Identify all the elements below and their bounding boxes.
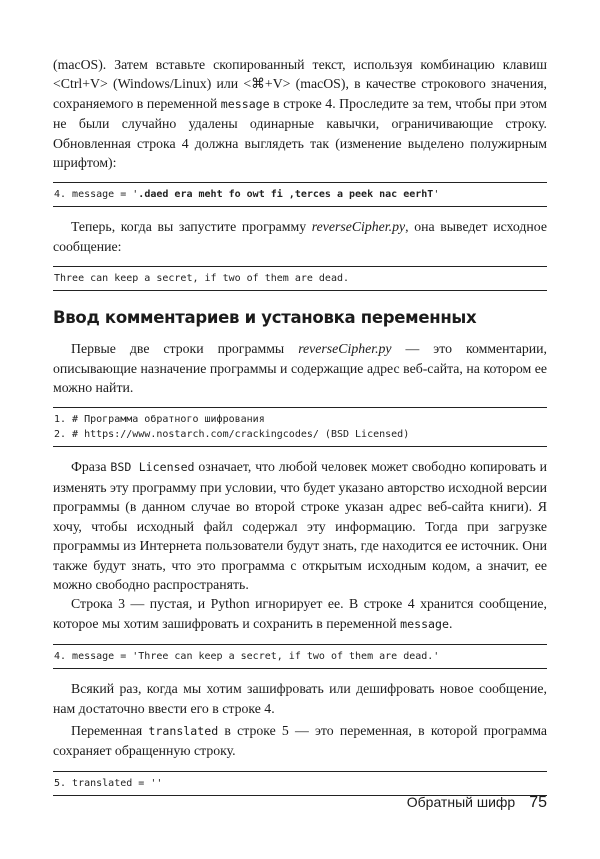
text: Первые две строки программы — [71, 341, 299, 357]
text: означает, что любой человек может свободно копировать и изменять эту программу при условии, что будет указано авторство исходной версии программы (в данном случае во второй строке указан адрес веб-сайта книги). Я хочу, чтобы исходный файл содержал эту информацию. Тогда при загрузке программы из Интернета пользователи будут знать, где находится ее источник. Они также будут знать, что это программа с открытым исходным кодом, а значит, ее можно свободно распространять. — [53, 459, 547, 592]
inline-code: message — [220, 96, 270, 111]
paragraph-license — [53, 457, 547, 594]
section-heading: Ввод комментариев и установка переменных — [53, 308, 477, 328]
code-block-comments — [53, 407, 547, 447]
text: Переменная — [71, 722, 149, 738]
code-block-output — [53, 266, 547, 291]
code-block-line5 — [53, 771, 547, 796]
code-text: 4. message = ' — [54, 189, 139, 201]
text: , она выведет исходное сообщение: — [53, 219, 547, 254]
code-bold-text: .daed era meht fo owt fi ,terces a peek nac eerhT — [138, 189, 434, 201]
inline-code: BSD Licensed — [110, 460, 195, 475]
paragraph-new-message: Всякий раз, когда мы хотим зашифровать или дешифровать новое сообщение, нам достаточно ввести его в строке 4. — [53, 681, 547, 716]
text: Теперь, когда вы запустите программу — [71, 219, 312, 235]
page-number: 75 — [529, 794, 547, 811]
text: — это комментарии, описывающие назначение программы и содержащие адрес веб-сайта, на котором ее можно найти. — [53, 341, 547, 396]
text: Строка 3 — пустая, и Python игнорирует ее. В строке 4 хранится сообщение, которое мы хотим зашифровать и сохранить в переменной — [53, 596, 547, 631]
running-title: Обратный шифр — [406, 794, 516, 810]
filename: reverseCipher.py — [298, 341, 392, 357]
paragraph-line3 — [53, 594, 547, 634]
filename: reverseCipher.py — [311, 219, 406, 235]
paragraph-paste-instructions — [53, 55, 547, 172]
code-text: Three can keep a secret, if two of them are dead. — [54, 273, 350, 285]
page-content — [53, 55, 547, 796]
paragraph-run-output — [53, 217, 547, 256]
code-text: 4. message = 'Three can keep a secret, if two of them are dead.' — [54, 651, 440, 663]
code-line: 1. # Программа обратного шифрования — [54, 414, 265, 426]
text: (macOS). Затем вставьте скопированный текст, используя комбинацию клавиш <Ctrl+V> (Windows/Linux) или <⌘+V> (macOS), в качестве строкового значения, сохраняемого в переменной — [53, 57, 547, 111]
code-line: 2. # https://www.nostarch.com/crackingcodes/ (BSD Licensed) — [54, 429, 410, 441]
code-text: ' — [433, 189, 440, 201]
page-footer — [53, 794, 547, 812]
text: в строке 5 — это переменная, в которой программа сохраняет обращенную строку. — [53, 722, 548, 759]
text: . — [449, 615, 453, 631]
code-block-line4-encrypted — [53, 182, 547, 207]
code-block-line4-message — [53, 644, 547, 669]
code-text: 5. translated = '' — [54, 777, 163, 789]
inline-code: message — [400, 616, 450, 631]
text: Фраза — [71, 459, 111, 475]
inline-code: translated — [148, 723, 219, 738]
paragraph-translated — [53, 721, 547, 761]
text: в строке 4. Проследите за тем, чтобы при этом не были случайно удалены одинарные кавычки, ограничивающие строку. Обновленная строка 4 должна выглядеть так (изменение выделено полужирным шрифтом): — [53, 95, 547, 171]
paragraph-comments-intro — [53, 339, 547, 397]
